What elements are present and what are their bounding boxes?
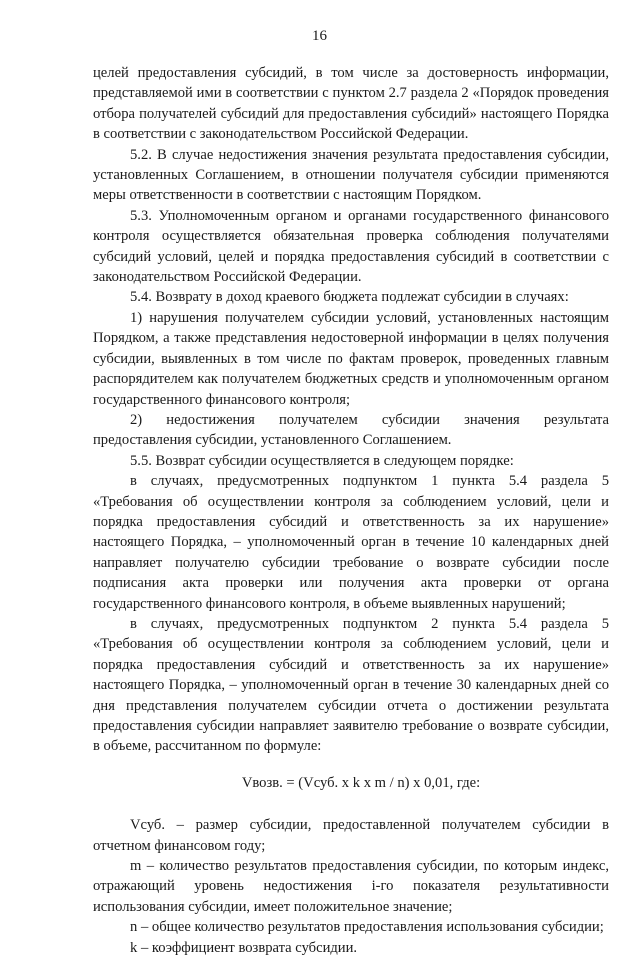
paragraph-5-3: 5.3. Уполномоченным органом и органами государственного финансового контроля осуществляется обязательная проверка соблюдения получателями субсидий условий, целей и порядка предоставления субсидий в соответствии с законодательством Российской Федерации.: [93, 207, 609, 286]
paragraph-continuation: целей предоставления субсидий, в том числе за достоверность информации, представляемой ими в соответствии с пунктом 2.7 раздела 2 «Порядок проведения отбора получателей субсидий для предоставления субсидий» настоящего Порядка в соответствии с законодательством Российской Федерации.: [93, 65, 609, 143]
formula: Vвозв. = (Vсуб. x k x m / n) x 0,01, где:: [241, 774, 481, 791]
definition-k: k – коэффициент возврата субсидии.: [130, 939, 358, 956]
document-body: [93, 63, 609, 958]
paragraph-5-5-case-1: в случаях, предусмотренных подпунктом 1 пункта 5.4 раздела 5 «Требования об осуществлении контроля за соблюдением условий, цели и порядка предоставления субсидий и ответственность за их нарушение» настоящего Порядка, – уполномоченный орган в течение 10 календарных дней направляет получателю субсидии требование о возврате субсидии после подписания акта проверки или получения акта проверки от органа государственного финансового контроля, в объеме выявленных нарушений;: [93, 473, 609, 612]
list-item-5-4-2: 2) недостижения получателем субсидии значения результата предоставления субсидии, установленного Соглашением.: [93, 411, 609, 449]
page-number: 16: [312, 28, 327, 44]
definition-n: n – общее количество результатов предоставления использования субсидии;: [130, 919, 604, 936]
paragraph-5-5-case-2: в случаях, предусмотренных подпунктом 2 пункта 5.4 раздела 5 «Требования об осуществлении контроля за соблюдением условий, цели и порядка предоставления субсидий и ответственность за их нарушение» настоящего Порядка, – уполномоченный орган в течение 30 календарных дней со дня представления получателем субсидии отчета о достижении результата предоставления субсидии направляет заявителю требование о возврате субсидии, в объеме, рассчитанном по формуле:: [93, 615, 609, 755]
paragraph-5-5: 5.5. Возврат субсидии осуществляется в следующем порядке:: [130, 452, 514, 469]
definition-vsub: Vсуб. – размер субсидии, предоставленной получателем субсидии в отчетном финансовом году;: [93, 817, 609, 854]
definition-m: m – количество результатов предоставления субсидии, по которым индекс, отражающий уровень недостижения i-го показателя результативности использования субсидии, имеет положительное значение;: [93, 858, 609, 915]
paragraph-5-2: 5.2. В случае недостижения значения результата предоставления субсидии, установленных Соглашением, в отношении получателя субсидии применяются меры ответственности в соответствии с настоящим Порядком.: [93, 146, 609, 204]
paragraph-5-4: 5.4. Возврату в доход краевого бюджета подлежат субсидии в случаях:: [130, 289, 569, 306]
list-item-5-4-1: 1) нарушения получателем субсидии условий, установленных настоящим Порядком, а также представления недостоверной информации в целях получения субсидии, выявленных в том числе по фактам проверок, проведенных главным распорядителем как получателем бюджетных средств и уполномоченным органом государственного финансового контроля;: [93, 309, 609, 408]
